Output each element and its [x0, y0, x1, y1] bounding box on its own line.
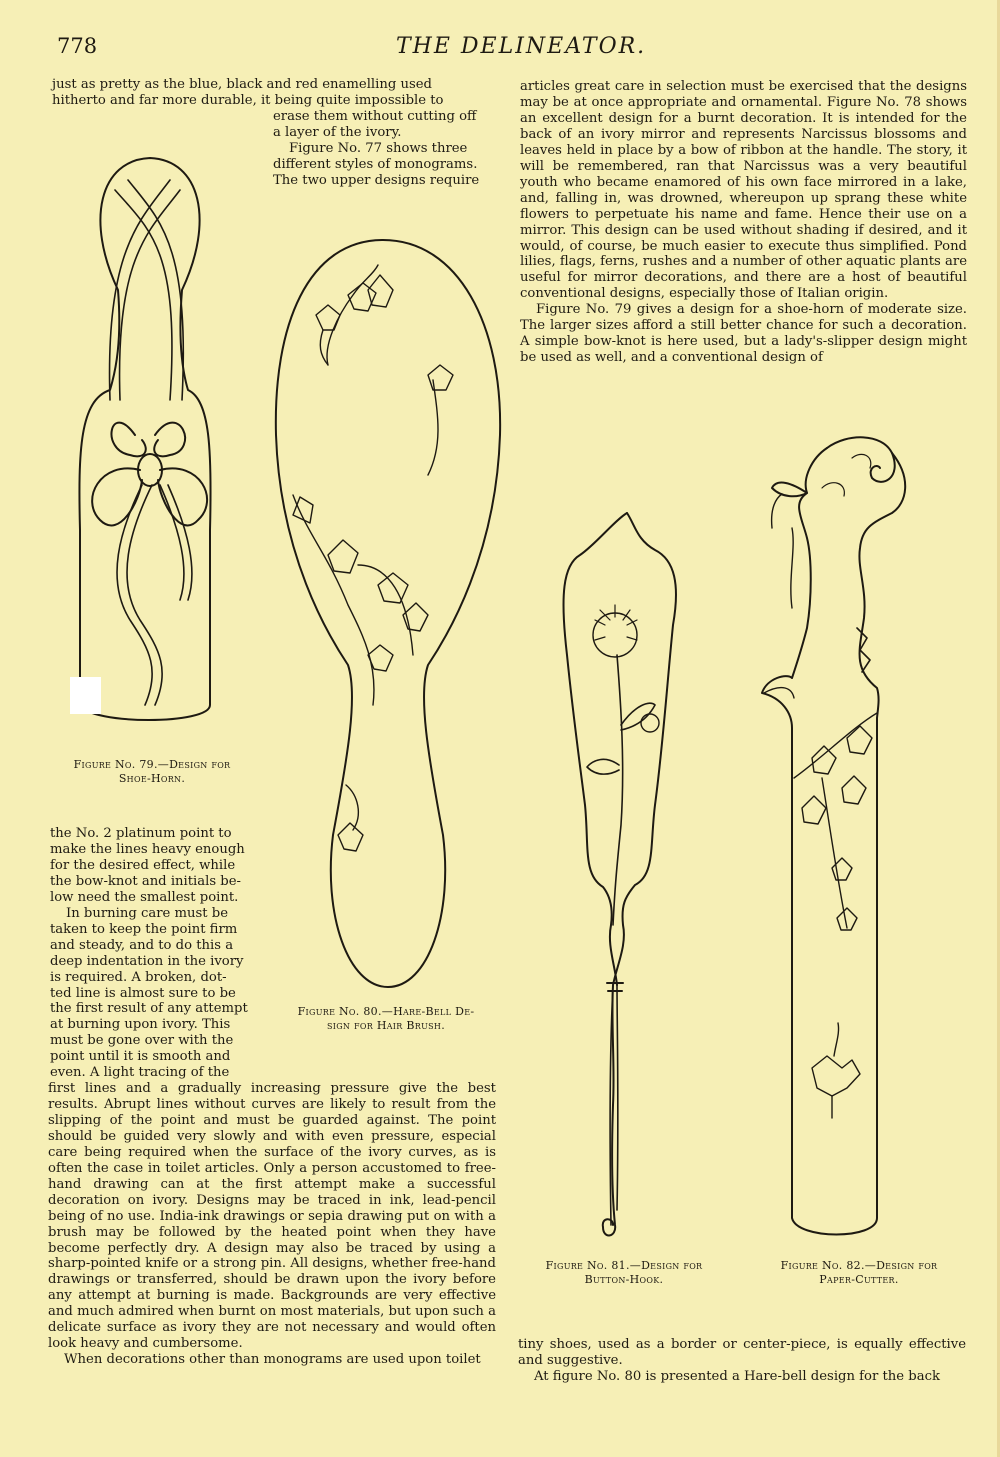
text-line: must be gone over with the — [50, 1033, 234, 1049]
text-line: the bow-knot and initials be- — [50, 873, 242, 889]
running-title: THE DELINEATOR. — [396, 34, 647, 59]
caption-line: Figure No. 81.—Design for — [545, 1259, 703, 1272]
paragraph: Figure No. 79 gives a design for a shoe-horn of moderate size. The larger sizes afford a still better chance for such a decoration. A simple bow-knot is here used, but a lady's-slipper design might be used as well, and a conventional design of — [520, 302, 967, 366]
text-line: the No. 2 platinum point to — [50, 826, 232, 841]
col1-top-narrow-text — [273, 109, 498, 189]
page-number: 778 — [57, 34, 98, 58]
text-line: erase them without cutting off — [273, 109, 477, 124]
paragraph: At figure No. 80 is presented a Hare-bell design for the back — [534, 1368, 940, 1384]
caption-line: sign for Hair Brush. — [326, 1019, 445, 1032]
text-line: just as pretty as the blue, black and red enamelling used — [52, 77, 432, 92]
button-hook-figure — [555, 505, 685, 1245]
text-line: is required. A broken, dot- — [50, 969, 227, 985]
text-line: ted line is almost sure to be — [50, 985, 236, 1001]
text-line: for the desired effect, while — [50, 857, 236, 873]
caption-figure-80 — [268, 1005, 504, 1033]
caption-line: Paper-Cutter. — [819, 1273, 899, 1286]
text-line: a layer of the ivory. — [273, 124, 402, 140]
paragraph: first lines and a gradually increasing pressure give the best results. Abrupt lines without curves are likely to result from the slipping of the point and must be guarded against. The point should be guided very slowly and with even pressure, especial care being required when the surface of the ivory curves, as is often the case in toilet articles. Only a person accustomed to free-hand drawing can at the first attempt make a successful decoration on ivory. Designs may be traced in ink, lead-pencil being of no use. India-ink drawings or sepia drawing put on with a brush may be followed by the heated point when they have become perfectly dry. A design may also be traced by using a sharp-pointed knife or a strong pin. All designs, whether free-hand drawings or transferred, should be drawn upon the ivory before any attempt at burning is made. Backgrounds are very effective and much admired when burnt on most materials, but upon such a delicate surface as ivory they are not necessary and would often look heavy and cumbersome. — [48, 1081, 496, 1352]
text-line: Figure No. 77 shows three — [289, 140, 468, 156]
caption-figure-81 — [522, 1259, 726, 1287]
text-line: even. A light tracing of the — [50, 1065, 230, 1081]
white-patch — [70, 677, 101, 714]
text-line: different styles of monograms. — [273, 156, 478, 172]
paragraph: articles great care in selection must be exercised that the designs may be at once appropriate and ornamental. Figure No. 78 shows an excellent design for a burnt decoration. It is intended for the back of an ivory mirror and represents Narcissus blossoms and leaves held in place by a bow of ribbon at the handle. The story, it will be remembered, ran that Narcissus was a very beautiful youth who became enamored of his own face mirrored in a lake, and, falling in, was drowned, whereupon up sprang these white flowers to perpetuate his name and fame. Hence their use on a mirror. This design can be used without shading if desired, and it would, of course, be much easier to execute thus simplified. Pond lilies, flags, ferns, rushes and a number of other aquatic plants are useful for mirror decorations, and there are a host of beautiful conventional designs, especially those of Italian origin. — [520, 79, 967, 302]
shoe-horn-figure — [70, 150, 230, 740]
paragraph: tiny shoes, used as a border or center-piece, is equally effective and suggestive. — [518, 1337, 966, 1368]
caption-figure-79 — [44, 758, 260, 786]
text-line: make the lines heavy enough — [50, 841, 245, 857]
col1-mid-text — [50, 826, 253, 1081]
col1-top-text — [52, 77, 498, 109]
caption-line: Figure No. 82.—Design for — [780, 1259, 938, 1272]
caption-line: Button-Hook. — [584, 1273, 664, 1286]
caption-line: Figure No. 79.—Design for — [73, 758, 231, 771]
text-line: deep indentation in the ivory — [50, 953, 244, 969]
text-line: In burning care must be — [66, 905, 229, 921]
text-line: at burning upon ivory. This — [50, 1017, 231, 1033]
text-line: and steady, and to do this a — [50, 937, 234, 953]
col2-top-text — [520, 79, 967, 366]
paper-cutter-figure — [752, 428, 922, 1248]
caption-line: Shoe-Horn. — [118, 772, 186, 785]
text-line: hitherto and far more durable, it being quite impossible to — [52, 92, 444, 108]
caption-line: Figure No. 80.—Hare-Bell De- — [297, 1005, 475, 1018]
text-line: the first result of any attempt — [50, 1001, 248, 1017]
text-line: taken to keep the point firm — [50, 921, 238, 937]
col1-bottom-text — [48, 1081, 496, 1368]
text-line: The two upper designs require — [273, 172, 480, 188]
text-line: point until it is smooth and — [50, 1049, 231, 1065]
text-line: low need the smallest point. — [50, 889, 239, 905]
hair-brush-figure — [268, 235, 508, 995]
col2-bottom-text — [518, 1337, 966, 1385]
paragraph: When decorations other than monograms are used upon toilet — [64, 1352, 481, 1368]
caption-figure-82 — [752, 1259, 966, 1287]
